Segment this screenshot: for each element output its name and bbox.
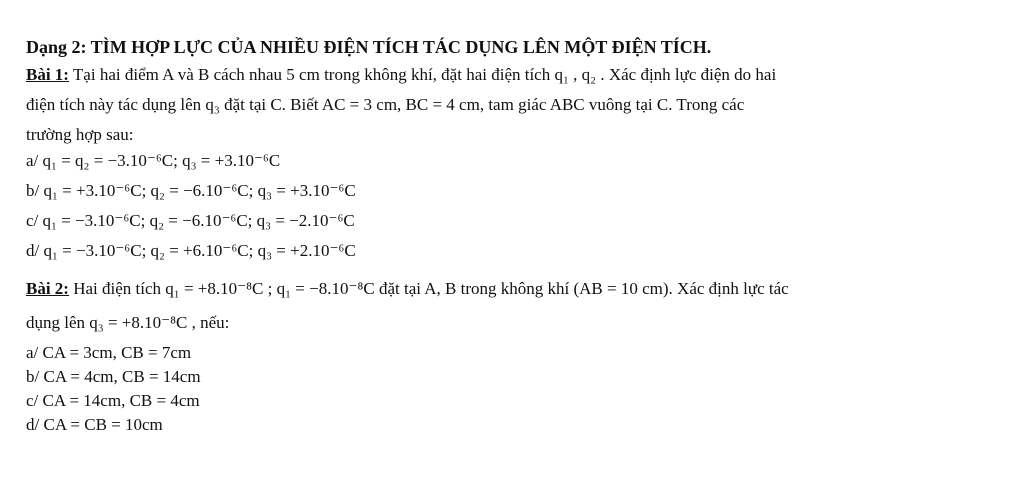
bai1-case-c <box>26 210 355 232</box>
case-label: b/ <box>26 181 44 200</box>
case-expr: CA = CB = 10cm <box>43 415 163 434</box>
case-label: c/ <box>26 391 43 410</box>
case-label: d/ <box>26 415 44 434</box>
bai2-line2-math: q₃ = +8.10⁻⁸C <box>89 313 188 332</box>
section-title: Dạng 2: TÌM HỢP LỰC CỦA NHIỀU ĐIỆN TÍCH TÁC DỤNG LÊN MỘT ĐIỆN TÍCH. <box>26 37 712 57</box>
bai2-line-1 <box>26 278 789 300</box>
bai2-case-c <box>26 390 200 412</box>
case-label: b/ <box>26 367 44 386</box>
case-label: d/ <box>26 241 44 260</box>
bai1-line-3: trường hợp sau: <box>26 125 134 144</box>
bai1-line-1 <box>26 64 776 86</box>
bai1-label: Bài 1: <box>26 65 69 84</box>
case-label: c/ <box>26 211 43 230</box>
bai1-case-b <box>26 180 356 202</box>
bai1-line-2 <box>26 94 744 116</box>
case-expr: q₁ = −3.10⁻⁶C; q₂ = −6.10⁻⁶C; q₃ = −2.10⁻⁶C <box>42 211 355 230</box>
bai2-line1-a: Hai điện tích <box>68 279 166 298</box>
bai2-line1-b: đặt tại A, B trong không khí (AB = 10 cm). Xác định lực tác <box>374 279 789 298</box>
bai2-line2-b: , nếu: <box>187 313 230 332</box>
case-expr: q₁ = −3.10⁻⁶C; q₂ = +6.10⁻⁶C; q₃ = +2.10⁻⁶C <box>43 241 356 260</box>
bai1-case-a <box>26 150 280 172</box>
bai1-line2-q3: q₃ <box>205 95 220 114</box>
bai2-line-2 <box>26 312 229 334</box>
bai1-line2-b: đặt tại C. Biết AC = 3 cm, BC = 4 cm, tam giác ABC vuông tại C. Trong các <box>219 95 745 114</box>
bai1-case-d <box>26 240 356 262</box>
bai2-case-d <box>26 414 163 436</box>
bai2-case-b <box>26 366 201 388</box>
case-expr: q₁ = +3.10⁻⁶C; q₂ = −6.10⁻⁶C; q₃ = +3.10⁻⁶C <box>43 181 356 200</box>
bai1-line1-end: . Xác định lực điện do hai <box>596 65 777 84</box>
case-expr: CA = 14cm, CB = 4cm <box>42 391 200 410</box>
bai1-line1-text: Tại hai điểm A và B cách nhau 5 cm trong không khí, đặt hai điện tích <box>68 65 555 84</box>
case-expr: CA = 4cm, CB = 14cm <box>43 367 201 386</box>
case-expr: q₁ = q₂ = −3.10⁻⁶C; q₃ = +3.10⁻⁶C <box>42 151 281 170</box>
bai2-line2-a: dụng lên <box>26 313 90 332</box>
bai2-line1-math: q₁ = +8.10⁻⁸C ; q₁ = −8.10⁻⁸C <box>165 279 375 298</box>
case-label: a/ <box>26 343 43 362</box>
case-label: a/ <box>26 151 43 170</box>
bai2-case-a <box>26 342 191 364</box>
bai1-line1-math: q₁ , q₂ <box>554 65 597 84</box>
case-expr: CA = 3cm, CB = 7cm <box>42 343 192 362</box>
bai1-line2-a: điện tích này tác dụng lên <box>26 95 206 114</box>
bai2-label: Bài 2: <box>26 279 69 298</box>
